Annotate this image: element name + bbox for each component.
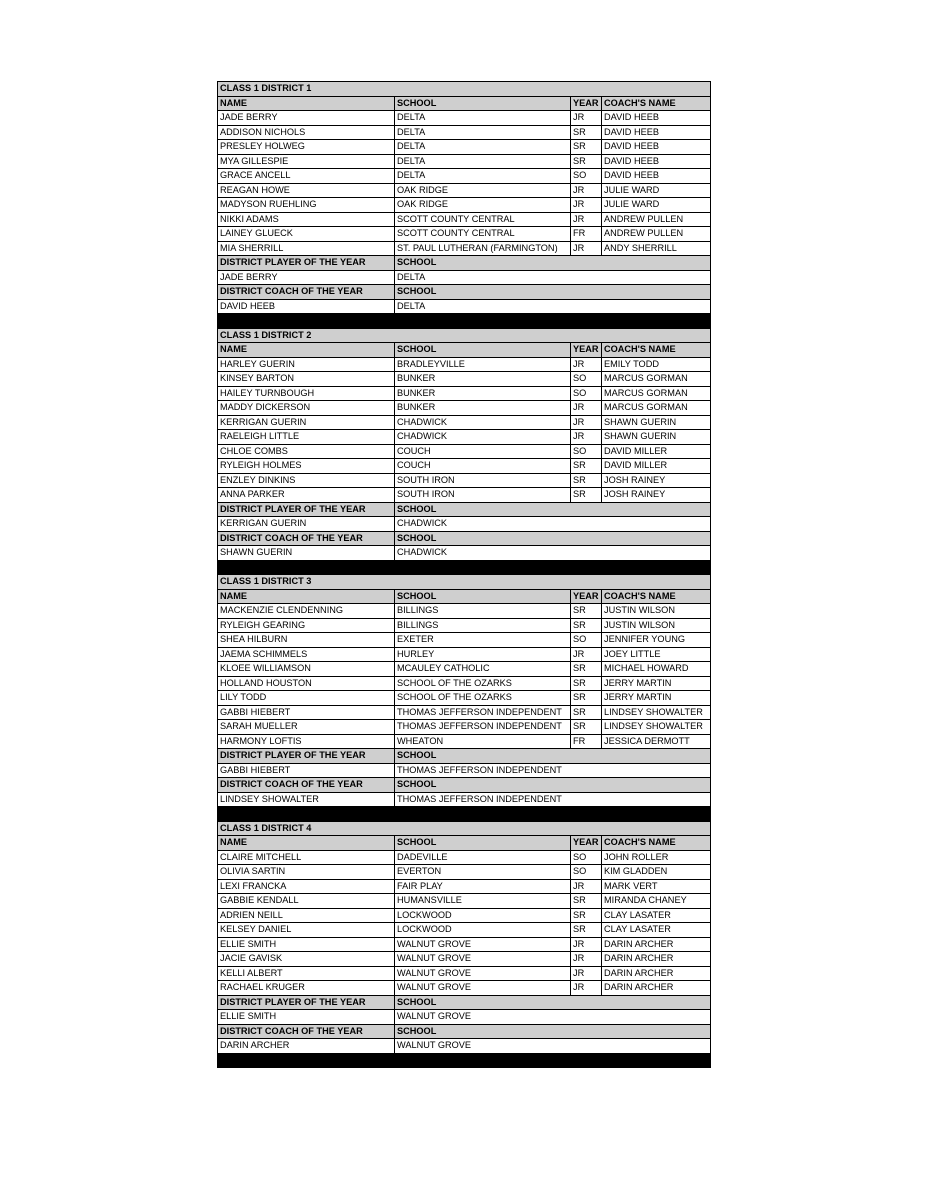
player-year: JR — [571, 937, 602, 952]
table-row — [218, 618, 711, 633]
district-title-row — [218, 575, 711, 590]
coach-of-year-header-row — [218, 778, 711, 793]
coach-name: DARIN ARCHER — [602, 966, 711, 981]
player-of-year-school: CHADWICK — [395, 517, 711, 532]
coach-name: JESSICA DERMOTT — [602, 734, 711, 749]
table-row — [218, 952, 711, 967]
district-roster-sheet — [217, 81, 710, 1068]
table-row — [218, 140, 711, 155]
player-of-year-header-row — [218, 749, 711, 764]
coach-name: JULIE WARD — [602, 183, 711, 198]
district-title-row — [218, 328, 711, 343]
player-year: SR — [571, 459, 602, 474]
coach-name: JOHN ROLLER — [602, 850, 711, 865]
player-school: WALNUT GROVE — [395, 981, 571, 996]
coach-name: DAVID HEEB — [602, 111, 711, 126]
player-school: SCHOOL OF THE OZARKS — [395, 691, 571, 706]
player-school: SCOTT COUNTY CENTRAL — [395, 212, 571, 227]
player-name: OLIVIA SARTIN — [218, 865, 395, 880]
table-row — [218, 676, 711, 691]
coach-of-year-school-label: SCHOOL — [395, 1024, 711, 1039]
table-row — [218, 966, 711, 981]
player-name: HAILEY TURNBOUGH — [218, 386, 395, 401]
coach-name: JERRY MARTIN — [602, 691, 711, 706]
table-row — [218, 111, 711, 126]
coach-name: JOEY LITTLE — [602, 647, 711, 662]
table-row — [218, 227, 711, 242]
table-row — [218, 212, 711, 227]
player-school: DELTA — [395, 125, 571, 140]
player-of-year-school-label: SCHOOL — [395, 502, 711, 517]
player-of-year-school-label: SCHOOL — [395, 995, 711, 1010]
table-row — [218, 444, 711, 459]
player-school: THOMAS JEFFERSON INDEPENDENT — [395, 705, 571, 720]
coach-name: ANDREW PULLEN — [602, 212, 711, 227]
coach-name: JULIE WARD — [602, 198, 711, 213]
table-row — [218, 865, 711, 880]
coach-name: DARIN ARCHER — [602, 952, 711, 967]
player-school: FAIR PLAY — [395, 879, 571, 894]
player-year: SR — [571, 604, 602, 619]
player-school: COUCH — [395, 444, 571, 459]
player-school: OAK RIDGE — [395, 198, 571, 213]
player-school: WALNUT GROVE — [395, 966, 571, 981]
player-school: BUNKER — [395, 401, 571, 416]
header-coach: COACH'S NAME — [602, 343, 711, 358]
coach-name: JUSTIN WILSON — [602, 604, 711, 619]
player-of-year-header-row — [218, 256, 711, 271]
table-row — [218, 894, 711, 909]
player-school: CHADWICK — [395, 430, 571, 445]
player-year: SR — [571, 154, 602, 169]
coach-name: MARCUS GORMAN — [602, 372, 711, 387]
player-school: ST. PAUL LUTHERAN (FARMINGTON) — [395, 241, 571, 256]
header-school: SCHOOL — [395, 589, 571, 604]
header-name: NAME — [218, 836, 395, 851]
player-of-year-header-row — [218, 502, 711, 517]
player-school: COUCH — [395, 459, 571, 474]
coach-name: DAVID MILLER — [602, 444, 711, 459]
coach-of-year-label: DISTRICT COACH OF THE YEAR — [218, 285, 395, 300]
table-row — [218, 879, 711, 894]
player-school: DELTA — [395, 169, 571, 184]
district-title: CLASS 1 DISTRICT 1 — [218, 82, 711, 97]
player-school: SCHOOL OF THE OZARKS — [395, 676, 571, 691]
player-of-year-label: DISTRICT PLAYER OF THE YEAR — [218, 995, 395, 1010]
coach-name: DAVID HEEB — [602, 140, 711, 155]
coach-of-year-header-row — [218, 285, 711, 300]
table-row — [218, 937, 711, 952]
player-year: SR — [571, 908, 602, 923]
column-header-row — [218, 96, 711, 111]
player-name: LILY TODD — [218, 691, 395, 706]
player-year: SR — [571, 140, 602, 155]
player-name: MYA GILLESPIE — [218, 154, 395, 169]
coach-name: MARCUS GORMAN — [602, 386, 711, 401]
table-body — [218, 82, 711, 1068]
coach-of-year-row — [218, 299, 711, 314]
player-of-year-row — [218, 270, 711, 285]
section-separator — [218, 807, 711, 822]
coach-name: SHAWN GUERIN — [602, 415, 711, 430]
player-name: SHEA HILBURN — [218, 633, 395, 648]
player-name: GRACE ANCELL — [218, 169, 395, 184]
player-year: SO — [571, 865, 602, 880]
coach-name: KIM GLADDEN — [602, 865, 711, 880]
coach-of-year-school: CHADWICK — [395, 546, 711, 561]
header-year: YEAR — [571, 343, 602, 358]
player-school: SCOTT COUNTY CENTRAL — [395, 227, 571, 242]
player-of-year-school: THOMAS JEFFERSON INDEPENDENT — [395, 763, 711, 778]
player-name: MADYSON RUEHLING — [218, 198, 395, 213]
table-row — [218, 850, 711, 865]
coach-of-year-school-label: SCHOOL — [395, 531, 711, 546]
coach-name: DARIN ARCHER — [602, 937, 711, 952]
column-header-row — [218, 836, 711, 851]
player-name: GABBI HIEBERT — [218, 705, 395, 720]
player-school: BRADLEYVILLE — [395, 357, 571, 372]
player-name: ANNA PARKER — [218, 488, 395, 503]
player-name: ELLIE SMITH — [218, 937, 395, 952]
player-of-year-school-label: SCHOOL — [395, 749, 711, 764]
table-row — [218, 488, 711, 503]
coach-name: CLAY LASATER — [602, 908, 711, 923]
player-school: DELTA — [395, 140, 571, 155]
player-of-year-name: KERRIGAN GUERIN — [218, 517, 395, 532]
header-name: NAME — [218, 96, 395, 111]
player-of-year-row — [218, 1010, 711, 1025]
player-name: JACIE GAVISK — [218, 952, 395, 967]
player-year: SR — [571, 618, 602, 633]
player-school: CHADWICK — [395, 415, 571, 430]
player-of-year-name: JADE BERRY — [218, 270, 395, 285]
player-of-year-school: DELTA — [395, 270, 711, 285]
table-row — [218, 604, 711, 619]
player-year: JR — [571, 111, 602, 126]
player-name: ADRIEN NEILL — [218, 908, 395, 923]
player-year: FR — [571, 734, 602, 749]
table-row — [218, 705, 711, 720]
coach-name: LINDSEY SHOWALTER — [602, 720, 711, 735]
coach-of-year-school: WALNUT GROVE — [395, 1039, 711, 1054]
column-header-row — [218, 343, 711, 358]
table-row — [218, 633, 711, 648]
coach-name: CLAY LASATER — [602, 923, 711, 938]
player-name: RACHAEL KRUGER — [218, 981, 395, 996]
player-of-year-row — [218, 517, 711, 532]
coach-name: JUSTIN WILSON — [602, 618, 711, 633]
player-name: NIKKI ADAMS — [218, 212, 395, 227]
coach-of-year-name: SHAWN GUERIN — [218, 546, 395, 561]
section-separator — [218, 1053, 711, 1068]
player-school: DELTA — [395, 111, 571, 126]
player-of-year-row — [218, 763, 711, 778]
player-year: SO — [571, 169, 602, 184]
coach-of-year-row — [218, 546, 711, 561]
coach-name: MICHAEL HOWARD — [602, 662, 711, 677]
header-year: YEAR — [571, 836, 602, 851]
coach-of-year-school: DELTA — [395, 299, 711, 314]
player-year: JR — [571, 430, 602, 445]
coach-name: JERRY MARTIN — [602, 676, 711, 691]
player-name: CHLOE COMBS — [218, 444, 395, 459]
table-row — [218, 662, 711, 677]
player-year: SR — [571, 894, 602, 909]
table-row — [218, 647, 711, 662]
player-name: RAELEIGH LITTLE — [218, 430, 395, 445]
player-year: SO — [571, 850, 602, 865]
player-school: THOMAS JEFFERSON INDEPENDENT — [395, 720, 571, 735]
player-name: JAEMA SCHIMMELS — [218, 647, 395, 662]
coach-name: DAVID HEEB — [602, 169, 711, 184]
coach-name: SHAWN GUERIN — [602, 430, 711, 445]
player-of-year-name: GABBI HIEBERT — [218, 763, 395, 778]
player-year: JR — [571, 241, 602, 256]
header-school: SCHOOL — [395, 96, 571, 111]
player-of-year-label: DISTRICT PLAYER OF THE YEAR — [218, 749, 395, 764]
player-school: HURLEY — [395, 647, 571, 662]
player-year: SR — [571, 720, 602, 735]
player-of-year-name: ELLIE SMITH — [218, 1010, 395, 1025]
player-year: JR — [571, 415, 602, 430]
player-year: JR — [571, 357, 602, 372]
player-name: RYLEIGH GEARING — [218, 618, 395, 633]
player-year: SR — [571, 125, 602, 140]
header-name: NAME — [218, 343, 395, 358]
coach-name: ANDREW PULLEN — [602, 227, 711, 242]
coach-of-year-row — [218, 1039, 711, 1054]
player-school: DELTA — [395, 154, 571, 169]
player-school: DADEVILLE — [395, 850, 571, 865]
district-title-row — [218, 82, 711, 97]
coach-name: DAVID HEEB — [602, 125, 711, 140]
coach-of-year-name: LINDSEY SHOWALTER — [218, 792, 395, 807]
player-year: SO — [571, 372, 602, 387]
player-year: SO — [571, 633, 602, 648]
player-of-year-label: DISTRICT PLAYER OF THE YEAR — [218, 256, 395, 271]
player-year: JR — [571, 401, 602, 416]
player-school: BILLINGS — [395, 618, 571, 633]
player-year: SO — [571, 444, 602, 459]
table-row — [218, 908, 711, 923]
table-row — [218, 415, 711, 430]
table-row — [218, 183, 711, 198]
all-district-table — [217, 81, 711, 1068]
column-header-row — [218, 589, 711, 604]
header-school: SCHOOL — [395, 343, 571, 358]
player-year: JR — [571, 952, 602, 967]
header-name: NAME — [218, 589, 395, 604]
district-title: CLASS 1 DISTRICT 4 — [218, 821, 711, 836]
coach-name: LINDSEY SHOWALTER — [602, 705, 711, 720]
header-year: YEAR — [571, 589, 602, 604]
player-name: SARAH MUELLER — [218, 720, 395, 735]
coach-name: MARK VERT — [602, 879, 711, 894]
player-year: JR — [571, 981, 602, 996]
section-separator — [218, 560, 711, 575]
player-of-year-school-label: SCHOOL — [395, 256, 711, 271]
coach-of-year-name: DARIN ARCHER — [218, 1039, 395, 1054]
coach-of-year-name: DAVID HEEB — [218, 299, 395, 314]
player-name: HARMONY LOFTIS — [218, 734, 395, 749]
player-school: SOUTH IRON — [395, 473, 571, 488]
player-year: JR — [571, 879, 602, 894]
coach-name: DAVID MILLER — [602, 459, 711, 474]
coach-of-year-school: THOMAS JEFFERSON INDEPENDENT — [395, 792, 711, 807]
separator-bar — [218, 314, 711, 329]
player-school: EXETER — [395, 633, 571, 648]
separator-bar — [218, 560, 711, 575]
table-row — [218, 459, 711, 474]
player-name: MADDY DICKERSON — [218, 401, 395, 416]
player-school: WALNUT GROVE — [395, 952, 571, 967]
player-name: KELLI ALBERT — [218, 966, 395, 981]
player-year: SO — [571, 386, 602, 401]
table-row — [218, 923, 711, 938]
player-name: LEXI FRANCKA — [218, 879, 395, 894]
player-name: CLAIRE MITCHELL — [218, 850, 395, 865]
table-row — [218, 372, 711, 387]
header-school: SCHOOL — [395, 836, 571, 851]
player-school: BUNKER — [395, 386, 571, 401]
player-name: JADE BERRY — [218, 111, 395, 126]
header-coach: COACH'S NAME — [602, 589, 711, 604]
player-year: SR — [571, 473, 602, 488]
table-row — [218, 981, 711, 996]
coach-name: DAVID HEEB — [602, 154, 711, 169]
coach-of-year-school-label: SCHOOL — [395, 778, 711, 793]
player-name: KELSEY DANIEL — [218, 923, 395, 938]
player-of-year-school: WALNUT GROVE — [395, 1010, 711, 1025]
district-title: CLASS 1 DISTRICT 2 — [218, 328, 711, 343]
player-school: WHEATON — [395, 734, 571, 749]
coach-of-year-school-label: SCHOOL — [395, 285, 711, 300]
player-school: MCAULEY CATHOLIC — [395, 662, 571, 677]
player-school: LOCKWOOD — [395, 908, 571, 923]
player-year: JR — [571, 966, 602, 981]
player-school: HUMANSVILLE — [395, 894, 571, 909]
separator-bar — [218, 1053, 711, 1068]
header-year: YEAR — [571, 96, 602, 111]
table-row — [218, 169, 711, 184]
player-name: HARLEY GUERIN — [218, 357, 395, 372]
header-coach: COACH'S NAME — [602, 96, 711, 111]
player-school: OAK RIDGE — [395, 183, 571, 198]
player-year: SR — [571, 676, 602, 691]
player-year: JR — [571, 183, 602, 198]
coach-of-year-row — [218, 792, 711, 807]
player-name: RYLEIGH HOLMES — [218, 459, 395, 474]
coach-of-year-label: DISTRICT COACH OF THE YEAR — [218, 531, 395, 546]
player-year: JR — [571, 198, 602, 213]
table-row — [218, 154, 711, 169]
header-coach: COACH'S NAME — [602, 836, 711, 851]
player-school: BUNKER — [395, 372, 571, 387]
player-name: LAINEY GLUECK — [218, 227, 395, 242]
table-row — [218, 401, 711, 416]
player-name: MIA SHERRILL — [218, 241, 395, 256]
player-year: SR — [571, 662, 602, 677]
coach-name: MARCUS GORMAN — [602, 401, 711, 416]
table-row — [218, 691, 711, 706]
coach-name: JENNIFER YOUNG — [602, 633, 711, 648]
coach-of-year-header-row — [218, 531, 711, 546]
player-school: BILLINGS — [395, 604, 571, 619]
player-name: HOLLAND HOUSTON — [218, 676, 395, 691]
table-row — [218, 720, 711, 735]
player-name: KERRIGAN GUERIN — [218, 415, 395, 430]
coach-name: JOSH RAINEY — [602, 488, 711, 503]
table-row — [218, 357, 711, 372]
coach-of-year-label: DISTRICT COACH OF THE YEAR — [218, 1024, 395, 1039]
player-name: GABBIE KENDALL — [218, 894, 395, 909]
player-name: PRESLEY HOLWEG — [218, 140, 395, 155]
coach-name: MIRANDA CHANEY — [602, 894, 711, 909]
player-of-year-label: DISTRICT PLAYER OF THE YEAR — [218, 502, 395, 517]
table-row — [218, 473, 711, 488]
player-name: REAGAN HOWE — [218, 183, 395, 198]
player-school: EVERTON — [395, 865, 571, 880]
player-school: WALNUT GROVE — [395, 937, 571, 952]
player-name: KINSEY BARTON — [218, 372, 395, 387]
district-title: CLASS 1 DISTRICT 3 — [218, 575, 711, 590]
coach-name: EMILY TODD — [602, 357, 711, 372]
coach-name: JOSH RAINEY — [602, 473, 711, 488]
player-name: MACKENZIE CLENDENNING — [218, 604, 395, 619]
player-year: SR — [571, 488, 602, 503]
district-title-row — [218, 821, 711, 836]
player-year: SR — [571, 705, 602, 720]
coach-of-year-label: DISTRICT COACH OF THE YEAR — [218, 778, 395, 793]
table-row — [218, 198, 711, 213]
coach-name: ANDY SHERRILL — [602, 241, 711, 256]
player-year: FR — [571, 227, 602, 242]
player-school: LOCKWOOD — [395, 923, 571, 938]
player-year: SR — [571, 923, 602, 938]
player-year: SR — [571, 691, 602, 706]
player-name: ENZLEY DINKINS — [218, 473, 395, 488]
player-name: ADDISON NICHOLS — [218, 125, 395, 140]
section-separator — [218, 314, 711, 329]
table-row — [218, 734, 711, 749]
table-row — [218, 241, 711, 256]
player-year: JR — [571, 212, 602, 227]
player-school: SOUTH IRON — [395, 488, 571, 503]
player-of-year-header-row — [218, 995, 711, 1010]
player-name: KLOEE WILLIAMSON — [218, 662, 395, 677]
table-row — [218, 386, 711, 401]
coach-of-year-header-row — [218, 1024, 711, 1039]
table-row — [218, 430, 711, 445]
player-year: JR — [571, 647, 602, 662]
table-row — [218, 125, 711, 140]
separator-bar — [218, 807, 711, 822]
coach-name: DARIN ARCHER — [602, 981, 711, 996]
